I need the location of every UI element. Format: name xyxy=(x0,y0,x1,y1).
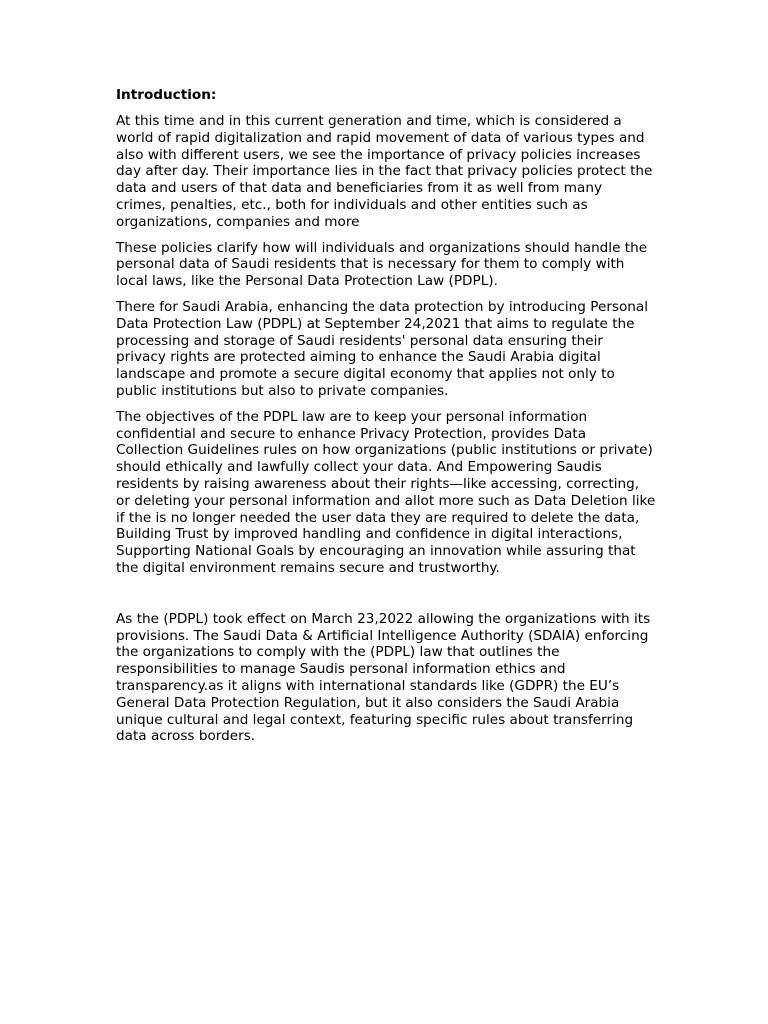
document-page xyxy=(116,86,656,754)
paragraph-intro: At this time and in this current generation and time, which is considered a world of rapid digitalization and rapid movement of data of various types and also with different users, we see the importance of privacy policies increases day after day. Their importance lies in the fact that privacy policies protect the data and users of that data and beneficiaries from it as well from many crimes, penalties, etc., both for individuals and other entities such as organizations, companies and more xyxy=(116,113,653,230)
paragraph-pdpl-introduction: There for Saudi Arabia, enhancing the data protection by introducing Personal Data Protection Law (PDPL) at September 24,2021 that aims to regulate the processing and storage of Saudi residents' personal data ensuring their privacy rights are protected aiming to enhance the Saudi Arabia digital landscape and promote a secure digital economy that applies not only to public institutions but also to private companies. xyxy=(116,298,649,399)
paragraph-objectives: The objectives of the PDPL law are to keep your personal information confidential and secure to enhance Privacy Protection, provides Data Collection Guidelines rules on how organizations (public institutions or private) should ethically and lawfully collect your data. And Empowering Saudis residents by raising awareness about their rights—like accessing, correcting, or deleting your personal information and allot more such as Data Deletion like if the is no longer needed the user data they are required to delete the data, Building Trust by improved handling and confidence in digital interactions, Supporting National Goals by encouraging an innovation while assuring that the digital environment remains secure and trustworthy. xyxy=(116,408,656,576)
paragraph-policies: These policies clarify how will individuals and organizations should handle the personal data of Saudi residents that is necessary for them to comply with local laws, like the Personal Data Protection Law (PDPL). xyxy=(116,239,648,290)
paragraph-enforcement: As the (PDPL) took effect on March 23,2022 allowing the organizations with its provisions. The Saudi Data & Artificial Intelligence Authority (SDAIA) enforcing the organizations to comply with the (PDPL) law that outlines the responsibilities to manage Saudis personal information ethics and transparency.as it aligns with international standards like (GDPR) the EU’s General Data Protection Regulation, but it also considers the Saudi Arabia unique cultural and legal context, featuring specific rules about transferring data across borders. xyxy=(116,610,651,745)
section-heading: Introduction: xyxy=(116,87,217,103)
